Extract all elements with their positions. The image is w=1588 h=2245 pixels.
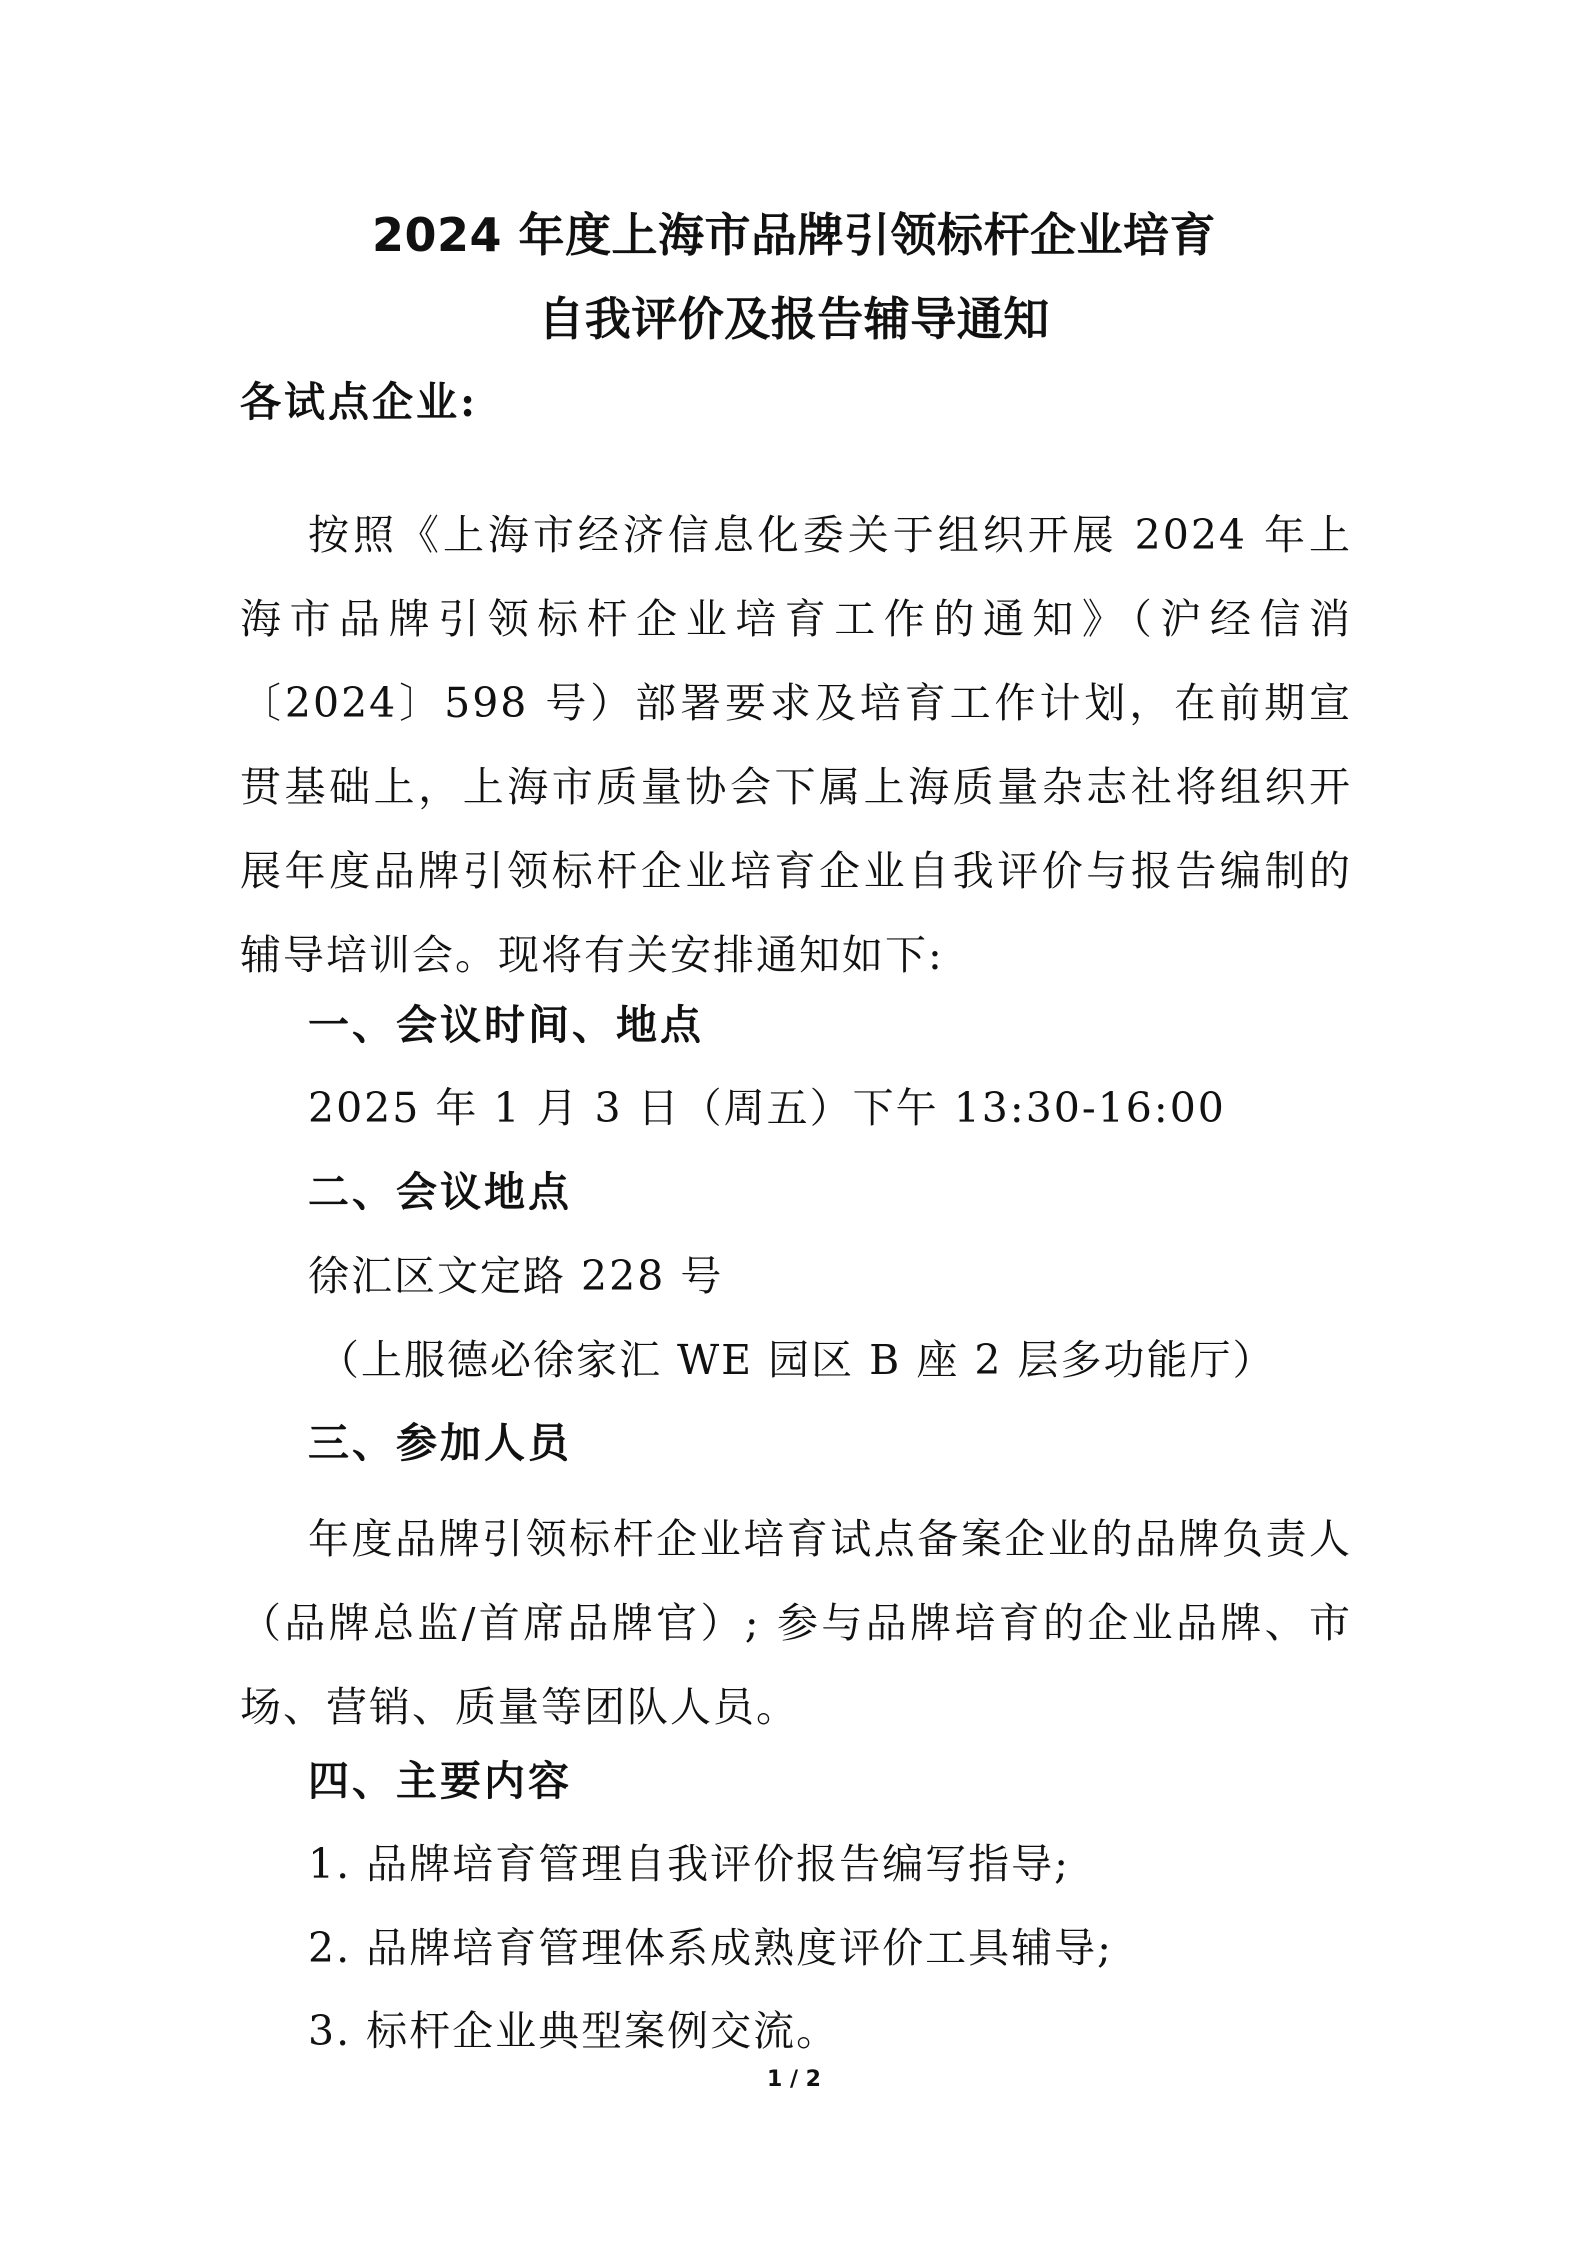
section-heading-participants: 三、参加人员 bbox=[308, 1419, 572, 1467]
meeting-venue: （上服德必徐家汇 WE 园区 B 座 2 层多功能厅） bbox=[318, 1336, 1276, 1384]
document-title-line-1: 2024 年度上海市品牌引领标杆企业培育 bbox=[371, 208, 1217, 262]
document-title-line-2: 自我评价及报告辅导通知 bbox=[538, 292, 1050, 346]
content-list-item: 3. 标杆企业典型案例交流。 bbox=[308, 2007, 840, 2055]
page-number: 1 / 2 bbox=[767, 2067, 821, 2092]
meeting-address: 徐汇区文定路 228 号 bbox=[308, 1252, 724, 1300]
meeting-time: 2025 年 1 月 3 日（周五）下午 13:30-16:00 bbox=[308, 1084, 1226, 1132]
section-heading-location: 二、会议地点 bbox=[308, 1168, 572, 1216]
content-list-item: 1. 品牌培育管理自我评价报告编写指导; bbox=[308, 1840, 1070, 1888]
section-heading-content: 四、主要内容 bbox=[308, 1757, 572, 1805]
intro-paragraph: 按照《上海市经济信息化委关于组织开展 2024 年上海市品牌引领标杆企业培育工作的通知》（沪经信消〔2024〕598 号）部署要求及培育工作计划，在前期宣贯基础上，上海市质量协会下属上海质量杂志社将组织开展年度品牌引领标杆企业培育企业自我评价与报告编制的辅导培训会。现将有关安排通知如下: bbox=[240, 511, 1352, 979]
section-heading-time: 一、会议时间、地点 bbox=[308, 1001, 704, 1049]
salutation: 各试点企业: bbox=[240, 378, 479, 426]
participants-paragraph: 年度品牌引领标杆企业培育试点备案企业的品牌负责人（品牌总监/首席品牌官）; 参与品牌培育的企业品牌、市场、营销、质量等团队人员。 bbox=[240, 1515, 1352, 1731]
content-list-item: 2. 品牌培育管理体系成熟度评价工具辅导; bbox=[308, 1924, 1113, 1972]
